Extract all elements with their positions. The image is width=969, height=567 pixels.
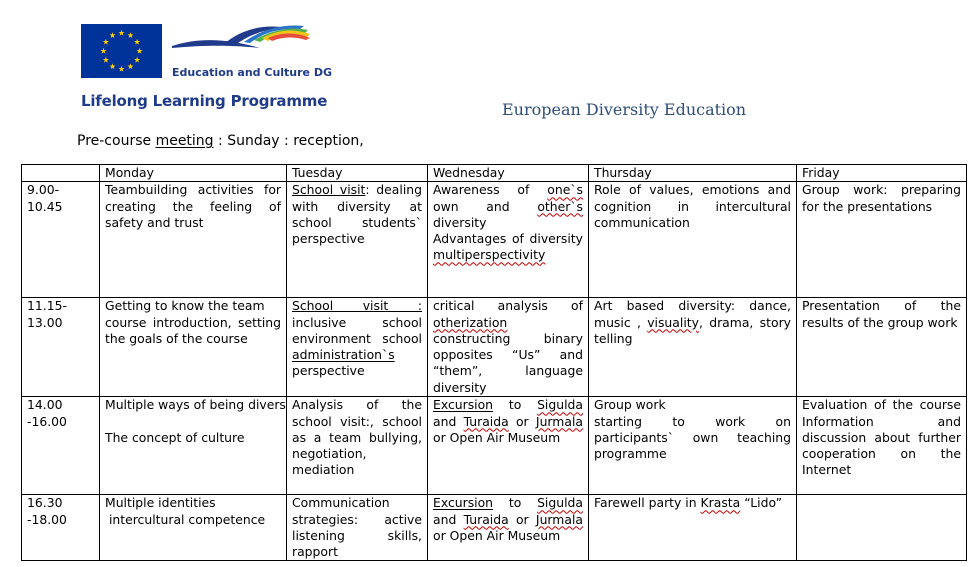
- time-end: 13.00: [27, 314, 63, 330]
- thursday-cell: Role of values, emotions and cognition in intercultural communication: [589, 182, 797, 298]
- cell-text: Group work: [594, 397, 666, 413]
- header-cell-friday: Friday: [797, 165, 967, 182]
- header-cell-time: [22, 165, 100, 182]
- table-row: [22, 397, 967, 495]
- cell-text: diversity: [433, 214, 487, 230]
- tuesday-cell: [287, 298, 428, 397]
- wednesday-cell: [428, 495, 589, 561]
- excursion-word: Excursion: [433, 495, 494, 511]
- time-cell: [22, 397, 100, 495]
- cell-text: inclusive school environment school: [292, 314, 422, 346]
- time-cell: [22, 495, 100, 561]
- time-start: 14.00: [27, 397, 63, 413]
- time-start: 16.30: [27, 495, 63, 511]
- cell-text: or Open Air Museum: [433, 527, 561, 543]
- cell-text: : dealing with diversity at school students` perspective: [292, 182, 422, 247]
- cell-text: or Open Air Museum: [433, 429, 561, 445]
- tuesday-cell: [287, 182, 428, 298]
- friday-cell: [797, 495, 967, 561]
- excursion-word: Excursion: [433, 397, 494, 413]
- thursday-cell: [589, 298, 797, 397]
- eu-flag-icon: [81, 24, 162, 78]
- cell-text: Jurmala: [535, 413, 584, 429]
- cell-text: critical analysis of: [433, 298, 583, 314]
- cell-text: Jurmala: [535, 511, 584, 527]
- wednesday-cell: [428, 298, 589, 397]
- precourse-line: [77, 133, 364, 149]
- document-title: European Diversity Education: [502, 100, 747, 119]
- cell-text: The concept of culture: [105, 429, 245, 445]
- friday-cell: Presentation of the results of the group work: [797, 298, 967, 397]
- time-cell: [22, 182, 100, 298]
- precourse-meeting-word: meeting: [155, 133, 214, 149]
- thursday-cell: [589, 397, 797, 495]
- table-row: [22, 495, 967, 561]
- cell-text: Awareness of: [433, 182, 548, 198]
- cell-text: Sigulda: [537, 397, 583, 413]
- school-visit-link: School visit: [292, 182, 366, 198]
- cell-text: Krasta: [700, 495, 741, 511]
- wednesday-cell: [428, 397, 589, 495]
- friday-cell: Evaluation of the course Information and discussion about further cooperation on the Internet: [797, 397, 967, 495]
- cell-text: otherization: [433, 314, 508, 330]
- cell-text: Getting to know the team: [105, 298, 265, 314]
- table-header-row: [22, 165, 967, 182]
- cell-text: Multiple ways of being divers: [105, 397, 286, 413]
- cell-text: multiperspectivity: [433, 247, 546, 263]
- thursday-cell: [589, 495, 797, 561]
- time-end: 10.45: [27, 198, 63, 214]
- time-cell: [22, 298, 100, 397]
- header-cell-tuesday: Tuesday: [287, 165, 428, 182]
- header-cell-thursday: Thursday: [589, 165, 797, 182]
- time-end: -16.00: [27, 413, 67, 429]
- cell-text: starting to work on participants` own teaching programme: [594, 413, 791, 462]
- cell-text: perspective: [292, 363, 365, 379]
- header-cell-monday: Monday: [100, 165, 287, 182]
- cell-text: visuality: [647, 314, 699, 330]
- cell-text: one`s: [547, 182, 583, 198]
- cell-text: Turaida: [463, 413, 509, 429]
- cell-text: to: [493, 495, 538, 511]
- table-row: [22, 298, 967, 397]
- cell-text: Multiple identities: [105, 495, 216, 511]
- monday-cell: [100, 397, 287, 495]
- precourse-prefix: Pre-course: [77, 133, 156, 149]
- cell-text: Advantages of diversity: [433, 231, 583, 247]
- table-row: [22, 182, 967, 298]
- cell-text: constructing binary opposites “Us” and “them”, language diversity: [433, 330, 583, 395]
- cell-text: “Lido”: [740, 495, 783, 511]
- monday-cell: [100, 495, 287, 561]
- time-start: 9.00-: [27, 182, 60, 198]
- time-end: -18.00: [27, 511, 67, 527]
- cell-text: Turaida: [463, 511, 509, 527]
- school-visit-link: School visit :: [292, 298, 422, 314]
- cell-text: administration`s: [292, 347, 395, 363]
- time-start: 11.15-: [27, 298, 67, 314]
- cell-text: Art based diversity: dance, music ,: [594, 298, 791, 330]
- cell-text: and: [433, 413, 464, 429]
- logo-text: Education and Culture DG: [172, 66, 333, 79]
- cell-text: Farewell party in: [594, 495, 701, 511]
- cell-text: intercultural competence: [105, 511, 266, 527]
- tuesday-cell: Analysis of the school visit:, school as a team bullying, negotiation, mediation: [287, 397, 428, 495]
- cell-text: Sigulda: [537, 495, 583, 511]
- schedule-table: [21, 164, 967, 561]
- header-cell-wednesday: Wednesday: [428, 165, 589, 182]
- cell-text: or: [508, 413, 536, 429]
- cell-text: or: [508, 511, 536, 527]
- cell-text: course introduction, setting the goals of the course: [105, 314, 281, 346]
- precourse-rest: : Sunday : reception,: [213, 133, 364, 149]
- monday-cell: Teambuilding activities for creating the feeling of safety and trust: [100, 182, 287, 298]
- friday-cell: Group work: preparing for the presentations: [797, 182, 967, 298]
- tuesday-cell: Communication strategies: active listening skills, rapport: [287, 495, 428, 561]
- cell-text: other`s: [537, 198, 583, 214]
- cell-text: and: [433, 511, 464, 527]
- programme-name: Lifelong Learning Programme: [81, 92, 328, 110]
- cell-text: to: [493, 397, 538, 413]
- cell-text: own and: [433, 198, 538, 214]
- wednesday-cell: [428, 182, 589, 298]
- monday-cell: [100, 298, 287, 397]
- cell-text: , drama, story telling: [594, 314, 792, 346]
